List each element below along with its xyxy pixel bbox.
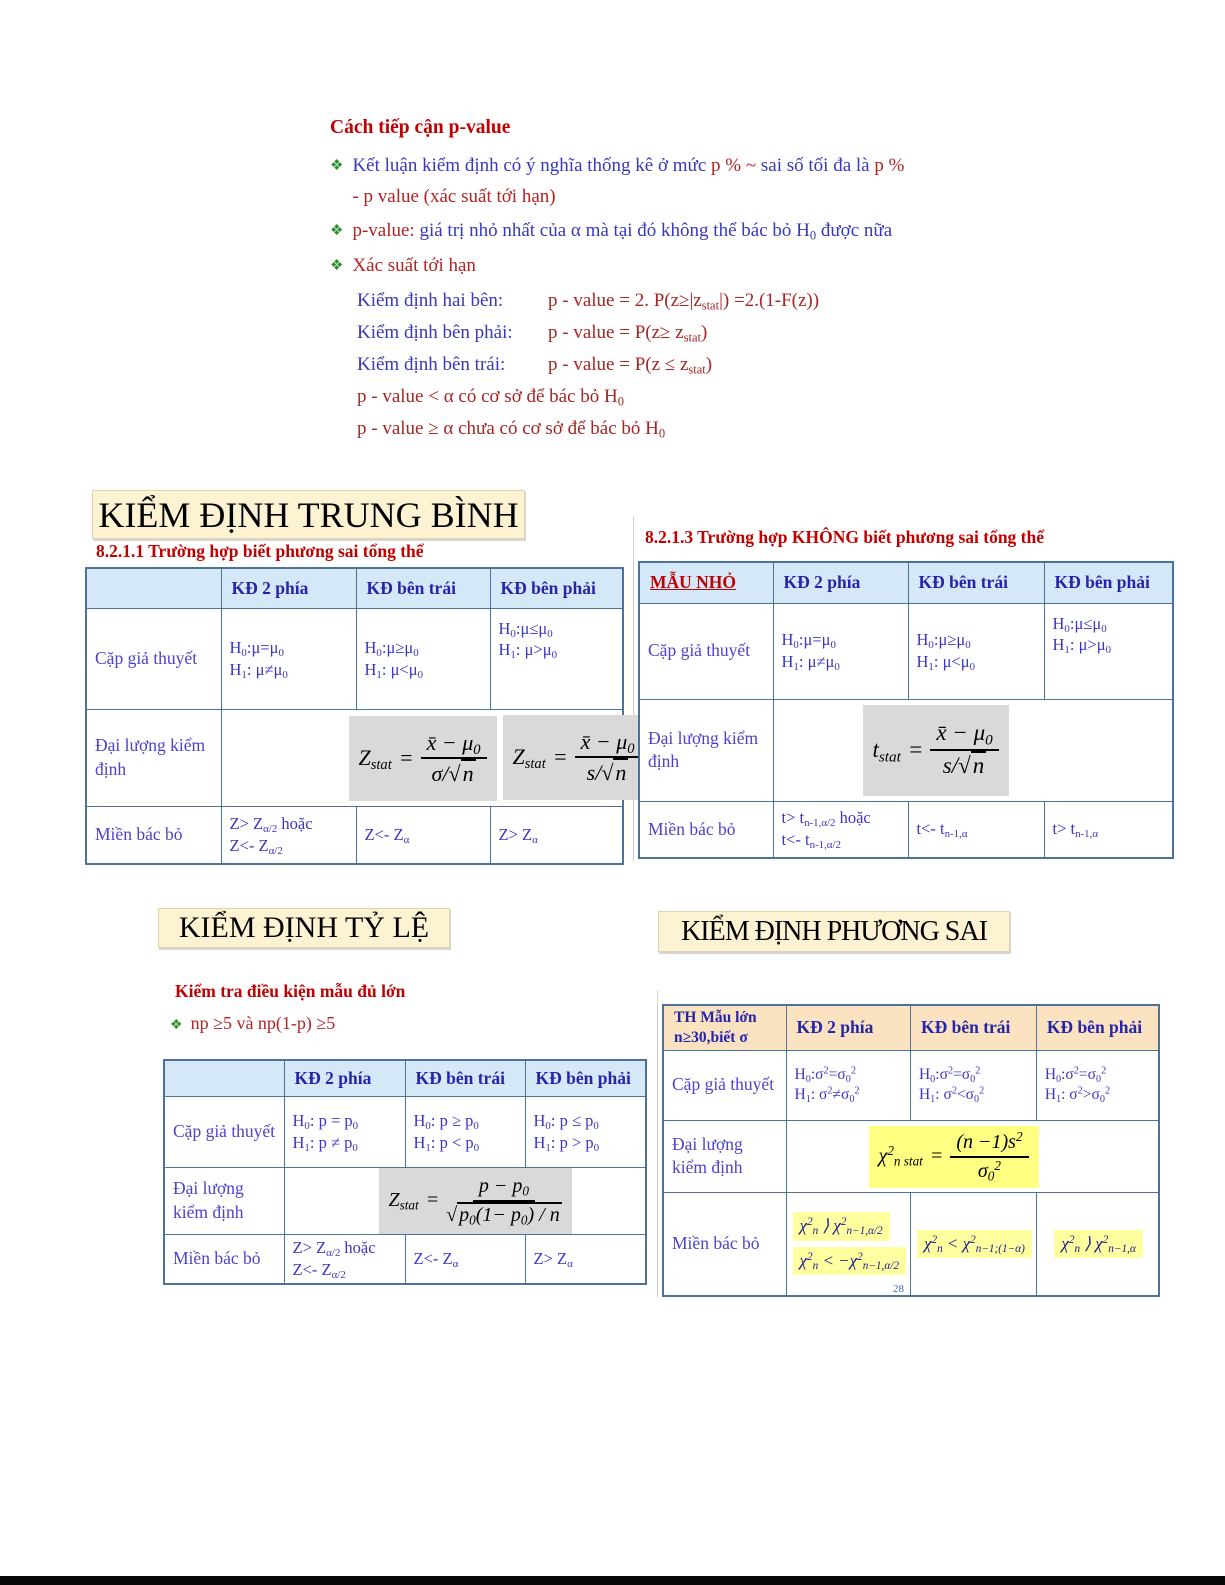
pvalue-bullet-1-text: Kết luận kiểm định có ý nghĩa thống kê ở mức p % ~ sai số tối đa là p % - p value (xác suất tới hạn) bbox=[352, 155, 905, 207]
hypothesis-cell: $H_0$: $p = p_0$ $H_1$: $p \ne p_0$ bbox=[284, 1096, 405, 1167]
pvalue-bullet-2 bbox=[330, 215, 912, 247]
rejection-formula: $\chi^2_n$ ⟩ $\chi^2_{n-1,\alpha}$ bbox=[1054, 1230, 1142, 1258]
row-label-statistic: Đại lượng kiểm định bbox=[86, 709, 221, 806]
pvalue-bullet-3-text: Xác suất tới hạn bbox=[352, 255, 476, 276]
z-stat-proportion-formula: $Z_{stat}$ = $\frac{p - p_0}{√ p_0(1- p_0) / n}$ bbox=[379, 1168, 572, 1234]
table-header-row bbox=[639, 562, 1173, 603]
row-label-hypothesis: Cặp giả thuyết bbox=[86, 608, 221, 709]
mean-known-table bbox=[85, 567, 635, 865]
row-label-hypothesis: Cặp giả thuyết bbox=[164, 1096, 284, 1167]
hypothesis-cell: $H_0:\mu\ge\mu_0$ $H_1$: $\mu<\mu_0$ bbox=[908, 603, 1044, 699]
rejection-formula: $\chi^2_n < -\chi^2_{n-1,\alpha/2}$ bbox=[793, 1247, 906, 1275]
pvalue-heading: Cách tiếp cận p-value bbox=[330, 117, 511, 138]
rejection-row bbox=[164, 1234, 646, 1284]
row-label-hypothesis: Cặp giả thuyết bbox=[639, 603, 773, 699]
statistic-cell bbox=[284, 1167, 646, 1234]
statistic-row bbox=[639, 699, 1173, 801]
row-label-rejection: Miền bác bỏ bbox=[639, 801, 773, 858]
table-header-row bbox=[164, 1060, 646, 1096]
pvalue-not-reject-rule: p - value ≥ α chưa có cơ sở để bác bỏ $H_0$ bbox=[357, 418, 666, 441]
row-label-statistic: Đại lượng kiểm định bbox=[164, 1167, 284, 1234]
pvalue-bullet-2-text: p-value: giá trị nhỏ nhất của α mà tại đó không thể bác bỏ $H_0$ được nữa bbox=[352, 220, 893, 243]
pvalue-bullet-1 bbox=[330, 150, 912, 212]
rejection-cell: Z<- $Z_\alpha$ bbox=[356, 806, 490, 864]
col-header-left-sided: KĐ bên trái bbox=[910, 1005, 1036, 1050]
row-label-hypothesis: Cặp giả thuyết bbox=[663, 1050, 786, 1120]
hypothesis-row bbox=[663, 1050, 1159, 1120]
table-header-row bbox=[663, 1005, 1159, 1050]
row-label-rejection: Miền bác bỏ bbox=[86, 806, 221, 864]
pvalue-left-sided-line: Kiểm định bên trái: p - value = $P(z \le z_{stat})$ bbox=[357, 354, 713, 377]
section-title-variance: KIỂM ĐỊNH PHƯƠNG SAI bbox=[658, 911, 1010, 952]
rejection-cell: $Z> Z_{\alpha/2}$ hoặc Z<- $Z_{\alpha/2}$ bbox=[284, 1234, 405, 1284]
hypothesis-cell: $H_0$: $p \le p_0$ $H_1$: $p > p_0$ bbox=[525, 1096, 646, 1167]
chi-square-stat-formula: $\chi^2_{n stat}$ = $\frac{(n -1)s^2}{\sigma_0^2}$ bbox=[869, 1126, 1039, 1188]
rejection-cell bbox=[786, 1192, 910, 1296]
col-header-two-sided: KĐ 2 phía bbox=[773, 562, 908, 603]
diamond-bullet-icon: ❖ bbox=[330, 158, 344, 174]
sample-size-condition-title: Kiểm tra điều kiện mẫu đủ lớn bbox=[175, 981, 406, 1001]
hypothesis-cell: $H_0:\mu=\mu_0$ $H_1$: $\mu\ne\mu_0$ bbox=[773, 603, 908, 699]
statistic-row bbox=[86, 709, 623, 806]
pvalue-bullet-3 bbox=[330, 250, 912, 282]
mean-unknown-table bbox=[638, 561, 1174, 859]
rejection-cell: $t> t_{n-1,\alpha}$ bbox=[1044, 801, 1173, 858]
col-header-left-sided: KĐ bên trái bbox=[405, 1060, 525, 1096]
bottom-bar bbox=[0, 1576, 1225, 1585]
rejection-row bbox=[639, 801, 1173, 858]
rejection-cell: $Z> Z_\alpha$ bbox=[525, 1234, 646, 1284]
pvalue-section bbox=[330, 112, 912, 445]
col-header-right-sided: KĐ bên phải bbox=[1044, 562, 1173, 603]
statistic-row bbox=[663, 1120, 1159, 1192]
col-header-right-sided: KĐ bên phải bbox=[1036, 1005, 1159, 1050]
col-header-left-sided: KĐ bên trái bbox=[908, 562, 1044, 603]
statistic-cell bbox=[786, 1120, 1159, 1192]
col-header-right-sided: KĐ bên phải bbox=[525, 1060, 646, 1096]
table-header-row bbox=[86, 568, 623, 608]
statistic-row bbox=[164, 1167, 646, 1234]
page-number: 28 bbox=[893, 1283, 904, 1295]
diamond-bullet-icon: ❖ bbox=[170, 1018, 183, 1033]
col-header-two-sided: KĐ 2 phía bbox=[221, 568, 356, 608]
rejection-cell: Z<- $Z_\alpha$ bbox=[405, 1234, 525, 1284]
hypothesis-cell: $H_0:\sigma^2=\sigma_0^2$ $H_1$: $\sigma^2<\sigma_0^2$ bbox=[910, 1050, 1036, 1120]
statistic-cell bbox=[773, 699, 1173, 801]
frame-divider-line bbox=[657, 990, 658, 1297]
corner-cell bbox=[164, 1060, 284, 1096]
t-stat-formula: $t_{stat}$ = $\frac{x̄ - \mu_0}{s/√n}$ bbox=[863, 705, 1009, 796]
rejection-cell: $Z> Z_{\alpha/2}$ hoặc Z<- $Z_{\alpha/2}$ bbox=[221, 806, 356, 864]
corner-cell-small-sample: MẪU NHỎ bbox=[639, 562, 773, 603]
pvalue-reject-rule: p - value < α có cơ sở để bác bỏ $H_0$ bbox=[357, 386, 625, 409]
hypothesis-cell: $H_0:\mu=\mu_0$ $H_1$: $\mu\ne\mu_0$ bbox=[221, 608, 356, 709]
corner-cell-large-sample: TH Mẫu lớn n≥30,biết σ bbox=[663, 1005, 786, 1050]
z-stat-formula-sigma: $Z_{stat}$ = $\frac{x̄ - \mu_0}{\sigma/√n}$ bbox=[349, 716, 497, 801]
corner-cell bbox=[86, 568, 221, 608]
diamond-bullet-icon: ❖ bbox=[330, 258, 344, 274]
hypothesis-cell: $H_0:\mu\le\mu_0$ $H_1$: $\mu>\mu_0$ bbox=[490, 608, 623, 709]
rejection-row bbox=[86, 806, 623, 864]
hypothesis-row bbox=[164, 1096, 646, 1167]
hypothesis-cell: $H_0:\sigma^2=\sigma_0^2$ $H_1$: $\sigma^2>\sigma_0^2$ bbox=[1036, 1050, 1159, 1120]
frame-divider-line bbox=[633, 516, 634, 861]
sample-size-condition: ❖ np ≥5 và np(1-p) ≥5 bbox=[170, 1013, 336, 1033]
rejection-formula: $\chi^2_n < \chi^2_{n-1;(1-\alpha)}$ bbox=[917, 1230, 1032, 1258]
hypothesis-row bbox=[86, 608, 623, 709]
col-header-right-sided: KĐ bên phải bbox=[490, 568, 623, 608]
row-label-statistic: Đại lượng kiểm định bbox=[663, 1120, 786, 1192]
rejection-row bbox=[663, 1192, 1159, 1296]
hypothesis-row bbox=[639, 603, 1173, 699]
pvalue-two-sided-line: Kiểm định hai bên: p - value = 2. $P(z\ge|z_{stat}|) =2.(1-F(z))$ bbox=[357, 290, 820, 313]
z-stat-formula-s: $Z_{stat}$ = $\frac{x̄ - \mu_0}{s/√n}$ bbox=[503, 715, 651, 800]
rejection-cell: $Z> Z_\alpha$ bbox=[490, 806, 623, 864]
row-label-statistic: Đại lượng kiểm định bbox=[639, 699, 773, 801]
hypothesis-cell: $H_0$: $p \ge p_0$ $H_1$: $p < p_0$ bbox=[405, 1096, 525, 1167]
rejection-cell bbox=[910, 1192, 1036, 1296]
mean-unknown-subtitle: 8.2.1.3 Trường hợp KHÔNG biết phương sai tổng thể bbox=[645, 527, 1045, 547]
diamond-bullet-icon: ❖ bbox=[330, 223, 344, 239]
mean-known-subtitle: 8.2.1.1 Trường hợp biết phương sai tổng thể bbox=[96, 541, 424, 561]
hypothesis-cell: $H_0:\mu\ge\mu_0$ $H_1$: $\mu<\mu_0$ bbox=[356, 608, 490, 709]
col-header-left-sided: KĐ bên trái bbox=[356, 568, 490, 608]
rejection-formula: $\chi^2_n$ ⟩ $\chi^2_{n-1,\alpha/2}$ bbox=[793, 1212, 890, 1240]
pvalue-right-sided-line: Kiểm định bên phải: p - value = $P(z\ge z_{stat})$ bbox=[357, 322, 708, 345]
variance-table bbox=[662, 1004, 1160, 1297]
hypothesis-cell: $H_0:\sigma^2=\sigma_0^2$ $H_1$: $\sigma^2\ne\sigma_0^2$ bbox=[786, 1050, 910, 1120]
rejection-cell: t<- $t_{n-1,\alpha}$ bbox=[908, 801, 1044, 858]
section-title-mean: KIỂM ĐỊNH TRUNG BÌNH bbox=[92, 490, 525, 539]
section-title-proportion: KIỂM ĐỊNH TỶ LỆ bbox=[158, 908, 450, 948]
rejection-cell bbox=[1036, 1192, 1159, 1296]
rejection-cell: $t> t_{n-1,\alpha/2}$ hoặc t<- $t_{n-1,\alpha/2}$ bbox=[773, 801, 908, 858]
hypothesis-cell: $H_0:\mu\le\mu_0$ $H_1$: $\mu>\mu_0$ bbox=[1044, 603, 1173, 699]
col-header-two-sided: KĐ 2 phía bbox=[284, 1060, 405, 1096]
statistic-cell bbox=[221, 709, 635, 806]
row-label-rejection: Miền bác bỏ bbox=[663, 1192, 786, 1296]
row-label-rejection: Miền bác bỏ bbox=[164, 1234, 284, 1284]
col-header-two-sided: KĐ 2 phía bbox=[786, 1005, 910, 1050]
proportion-table bbox=[163, 1059, 647, 1285]
